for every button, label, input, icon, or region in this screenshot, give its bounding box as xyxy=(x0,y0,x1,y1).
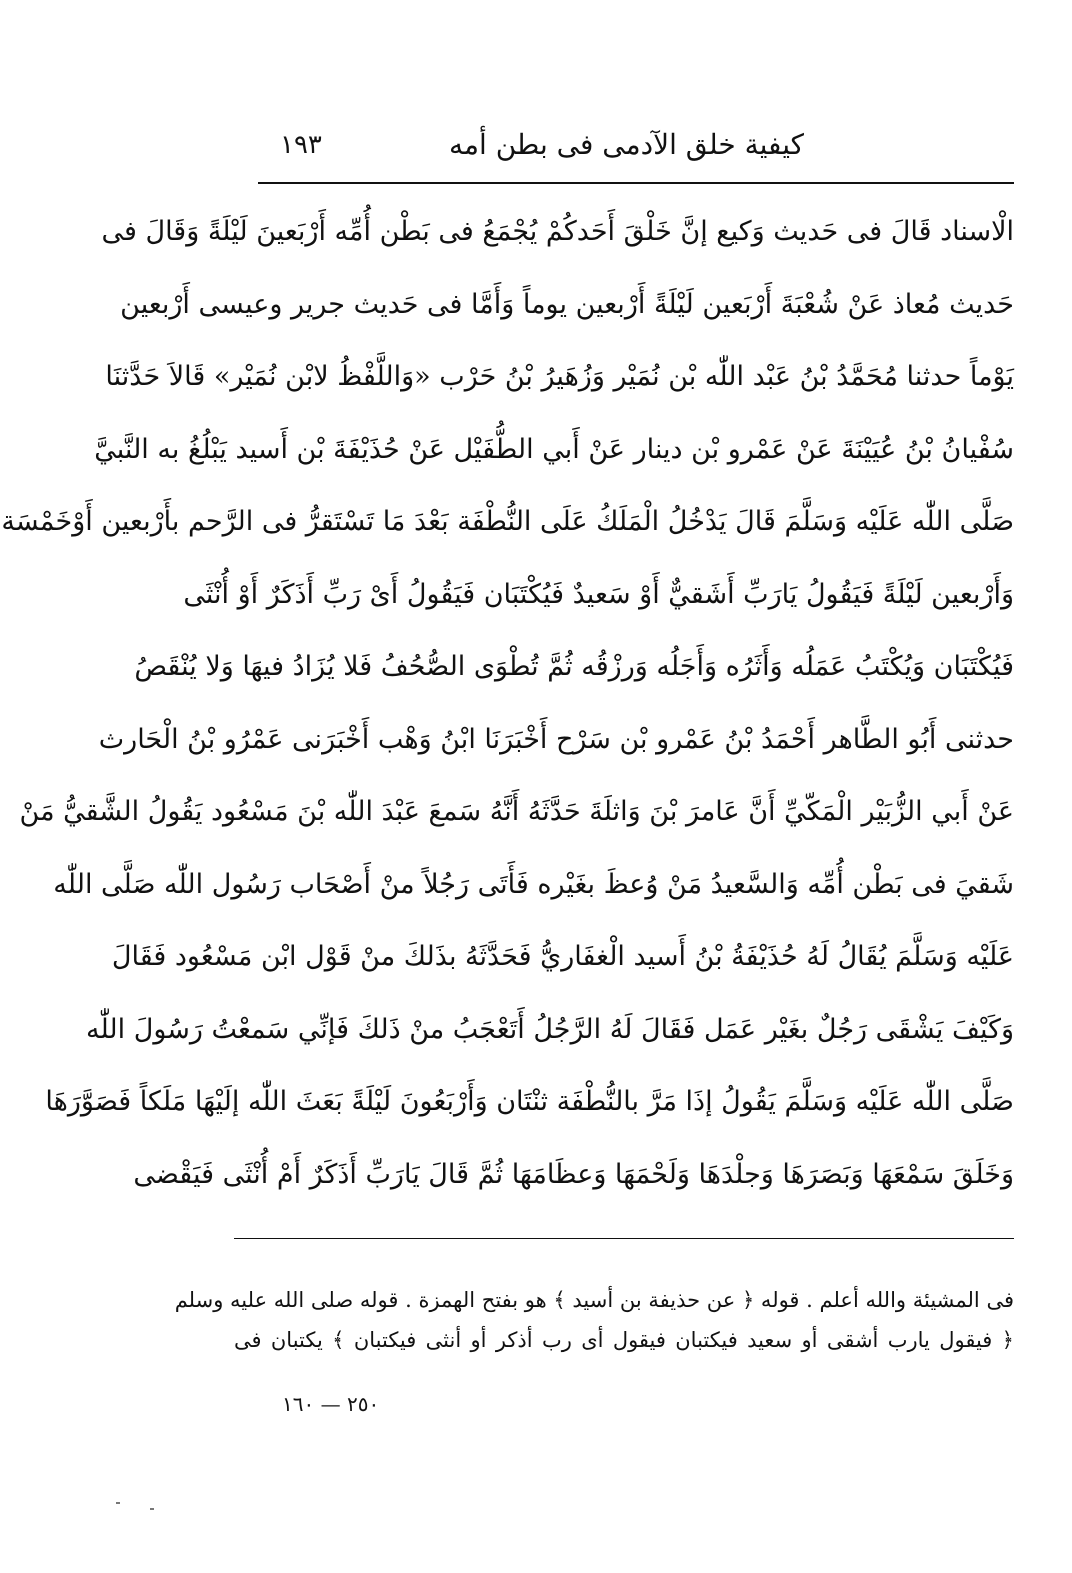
scan-speck xyxy=(150,1508,154,1510)
text-line: عَلَيْه وَسَلَّمَ يُقَالُ لَهُ حُذَيْفَةُ بْنُ أَسيد الْغفَاريُّ فَحَدَّثَهُ بذَلكَ منْ قَوْل ابْن مَسْعُود فَقَالَ xyxy=(111,941,1014,972)
text-line: وَكَيْفَ يَشْقَى رَجُلٌ بغَيْر عَمَل فَقَالَ لَهُ الرَّجُلُ أَتَعْجَبُ منْ ذَلكَ فَإنِّي سَمعْتُ رَسُولَ اللّٰه xyxy=(85,1013,1014,1045)
text-line: يَوْماً حدثنا مُحَمَّدُ بْنُ عَبْد اللّٰه بْن نُمَيْر وَزُهَيرُ بْنُ حَرْب «وَاللَّفْظُ لابْن نُمَيْر» قَالاَ حَدَّثنَا xyxy=(105,361,1014,392)
header-rule xyxy=(258,182,1014,184)
text-line: شَقيَ فى بَطْن أُمِّه وَالسَّعيدُ مَنْ وُعظَ بغَيْره فَأَتَى رَجُلاً منْ أَصْحَاب رَسُول اللّٰه صَلَّى اللّٰه xyxy=(53,868,1014,900)
text-line: وَأَرْبعين لَيْلَةً فَيَقُولُ يَارَبِّ أَشَقيٌّ أَوْ سَعيدٌ فَيُكْتَبَان فَيَقُولُ أَىْ رَبِّ أَذَكَرٌ أَوْ أُنْثَى xyxy=(183,578,1014,610)
main-text xyxy=(1,196,1014,1211)
text-line: صَلَّى اللّٰه عَلَيْه وَسَلَّمَ قَالَ يَدْخُلُ الْمَلَكُ عَلَى النُّطْفَة بَعْدَ مَا تَسْتَقرُّ فى الرَّحم بأَرْبعين أَوْخَمْسَة xyxy=(1,506,1014,537)
footnote-line: ﴿ فيقول يارب أشقى أو سعيد فيكتبان فيقول أى رب أذكر أو أنثى فيكتبان ﴾ يكتبان فى xyxy=(234,1328,1014,1352)
text-line: وَخَلَقَ سَمْعَهَا وَبَصَرَهَا وَجلْدَهَا وَلَحْمَهَا وَعظَامَهَا ثُمَّ قَالَ يَارَبِّ أَذَكَرٌ أَمْ أُنْثَى فَيَقْضى xyxy=(133,1158,1014,1190)
text-line: حَديث مُعاذ عَنْ شُعْبَةَ أَرْبَعين لَيْلَةً أَرْبعين يوماً وَأَمَّا فى حَديث جرير وعيسى أَرْبعين xyxy=(120,288,1014,320)
text-line: الْاسناد قَالَ فى حَديث وَكيع إنَّ خَلْقَ أَحَدكُمْ يُجْمَعُ فى بَطْن أُمِّه أَرْبَعينَ لَيْلَةً وَقَالَ فى xyxy=(101,216,1014,247)
footnote-line: فى المشيئة والله أعلم . قوله ﴿ عن حذيفة بن أسيد ﴾ هو بفتح الهمزة . قوله صلى الله عليه وسلم xyxy=(174,1288,1014,1312)
page-number: ١٩٣ xyxy=(280,130,322,160)
text-line: عَنْ أَبي الزُّبَيْر الْمَكّيِّ أَنَّ عَامرَ بْنَ وَاثلَةَ حَدَّثَهُ أَنَّهُ سَمعَ عَبْدَ اللّٰه بْنَ مَسْعُود يَقُولُ الشَّقيُّ مَنْ xyxy=(19,796,1014,827)
text-line: صَلَّى اللّٰه عَلَيْه وَسَلَّمَ يَقُولُ إذَا مَرَّ بالنُّطْفَة ثنْتَان وَأَرْبَعُونَ لَيْلَةً بَعَثَ اللّٰه إلَيْهَا مَلَكاً فَصَوَّرَهَا xyxy=(45,1086,1014,1117)
page-header xyxy=(258,118,1014,182)
text-line: سُفْيانُ بْنُ عُيَيْنَةَ عَنْ عَمْرو بْن دينار عَنْ أَبي الطُّفَيْل عَنْ حُذَيْفَةَ بْن أَسيد يَبْلُغُ به النَّبيَّ xyxy=(94,433,1014,465)
running-title: كيفية خلق الآدمى فى بطن أمه xyxy=(449,128,804,161)
footnote-rule xyxy=(234,1238,1014,1239)
printer-signature: ٢٥٠ — ١٦٠ xyxy=(282,1392,380,1416)
text-line: حدثنى أَبُو الطَّاهر أَحْمَدُ بْنُ عَمْرو بْن سَرْح أَخْبَرَنَا ابْنُ وَهْب أَخْبَرَنى عَمْرُو بْنُ الْحَارث xyxy=(98,723,1014,755)
footnotes xyxy=(174,1280,1014,1360)
scan-speck xyxy=(116,1502,120,1504)
text-line: فَيُكْتَبَان وَيُكْتَبُ عَمَلُه وَأَثَرُه وَأَجَلُه وَرزْقُه ثُمَّ تُطْوَى الصُّحُفُ فَلا يُزَادُ فيهَا وَلا يُنْقَصُ xyxy=(134,651,1014,682)
